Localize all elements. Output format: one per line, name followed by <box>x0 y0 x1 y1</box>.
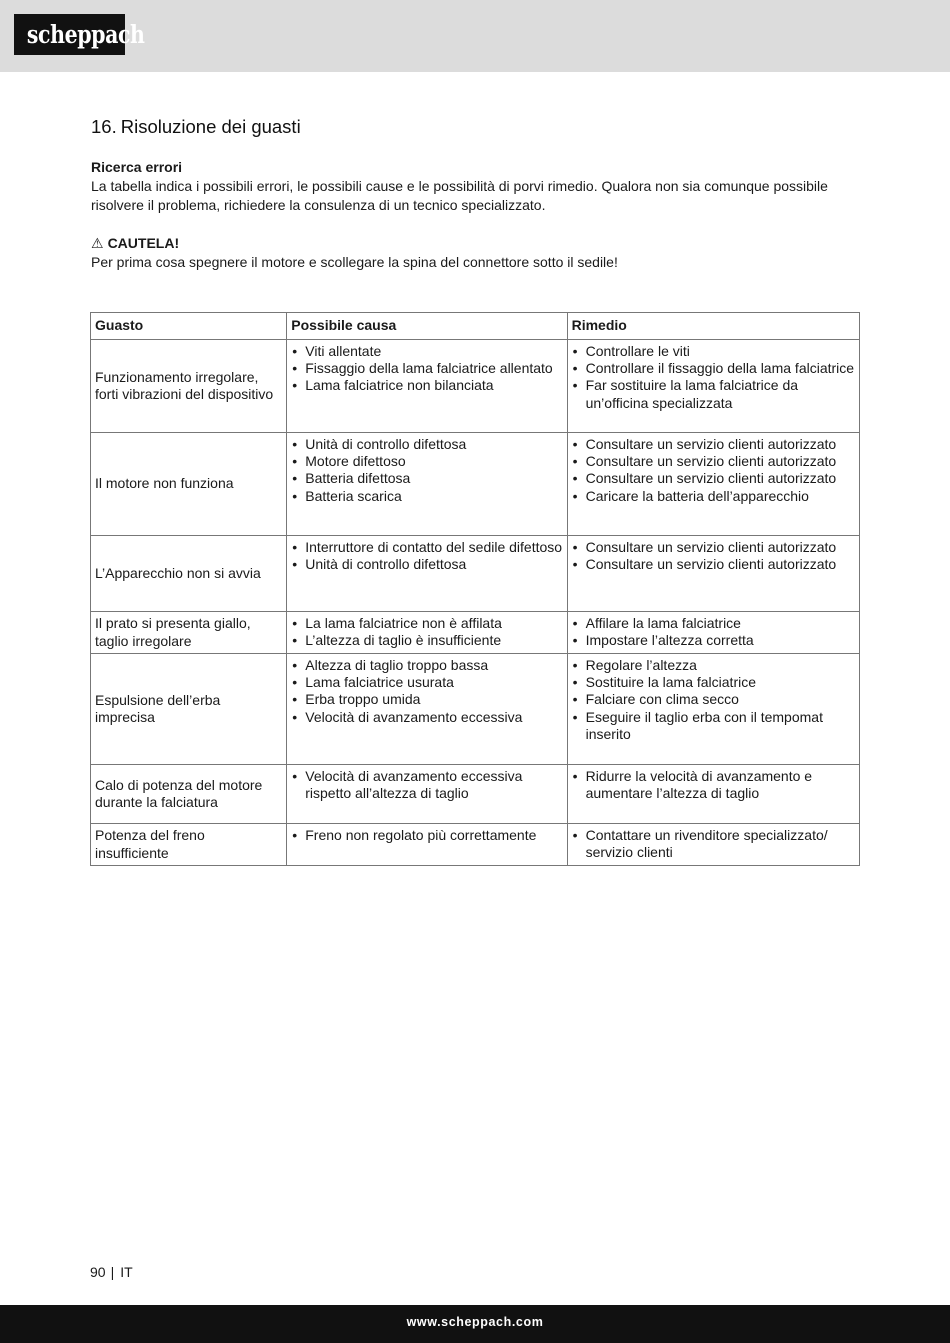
intro-heading: Ricerca errori <box>91 159 183 175</box>
remedy-item: • Far sostituire la lama falciatrice da un’officina specializzata <box>572 377 855 411</box>
caution-text: Per prima cosa spegnere il motore e scollegare la spina del connettore sotto il sedile! <box>91 254 618 270</box>
cause-item: • Altezza di taglio troppo bassa <box>291 657 562 674</box>
cause-item: • Velocità di avanzamento eccessiva <box>291 709 562 726</box>
table-row <box>91 340 860 433</box>
cause-item: • Fissaggio della lama falciatrice allentato <box>291 360 562 377</box>
cause-cell-list <box>291 615 562 649</box>
cause-cell <box>287 536 567 612</box>
cause-cell-list <box>291 768 562 802</box>
fault-cell: Funzionamento irregolare, forti vibrazioni del dispositivo <box>91 340 287 433</box>
remedy-cell <box>567 536 859 612</box>
cause-cell <box>287 765 567 824</box>
table-body <box>91 340 860 866</box>
cause-cell-list <box>291 657 562 726</box>
remedy-cell-list <box>572 343 855 412</box>
remedy-cell-list <box>572 657 855 743</box>
cause-cell <box>287 612 567 654</box>
remedy-cell-list <box>572 539 855 573</box>
remedy-item: • Regolare l’altezza <box>572 657 855 674</box>
cause-cell <box>287 340 567 433</box>
cause-item: • Erba troppo umida <box>291 691 562 708</box>
table-row <box>91 612 860 654</box>
cause-item: • Freno non regolato più correttamente <box>291 827 562 844</box>
remedy-item: • Consultare un servizio clienti autorizzato <box>572 556 855 573</box>
remedy-item: • Affilare la lama falciatrice <box>572 615 855 632</box>
intro-text: La tabella indica i possibili errori, le possibili cause e le possibilità di porvi rimedio. Qualora non sia comunque possibile risolvere il problema, richiedere la consulenza di un tecnico specializzato. <box>91 178 828 213</box>
cause-item: • La lama falciatrice non è affilata <box>291 615 562 632</box>
cause-cell-list <box>291 827 562 844</box>
cause-cell <box>287 433 567 536</box>
cause-item: • Unità di controllo difettosa <box>291 436 562 453</box>
page-language: IT <box>120 1264 133 1280</box>
column-header-remedy: Rimedio <box>567 313 859 340</box>
page-footer-bar <box>0 1305 950 1343</box>
remedy-item: • Contattare un rivenditore specializzato/ servizio clienti <box>572 827 855 861</box>
remedy-item: • Controllare le viti <box>572 343 855 360</box>
remedy-cell-list <box>572 827 855 861</box>
remedy-cell-list <box>572 615 855 649</box>
remedy-item: • Impostare l’altezza corretta <box>572 632 855 649</box>
remedy-cell <box>567 765 859 824</box>
cause-item: • Viti allentate <box>291 343 562 360</box>
section-title-text: Risoluzione dei guasti <box>120 116 301 137</box>
footer-url: www.scheppach.com <box>406 1315 544 1329</box>
fault-cell: Il motore non funziona <box>91 433 287 536</box>
cause-cell <box>287 824 567 866</box>
section-title <box>91 116 301 138</box>
cause-item: • Velocità di avanzamento eccessiva rispetto all’altezza di taglio <box>291 768 562 802</box>
remedy-item: • Ridurre la velocità di avanzamento e aumentare l’altezza di taglio <box>572 768 855 802</box>
remedy-item: • Consultare un servizio clienti autorizzato <box>572 539 855 556</box>
section-number: 16. <box>91 116 117 137</box>
cause-item: • Lama falciatrice non bilanciata <box>291 377 562 394</box>
cause-item: • Interruttore di contatto del sedile difettoso <box>291 539 562 556</box>
remedy-cell-list <box>572 436 855 505</box>
cause-item: • Lama falciatrice usurata <box>291 674 562 691</box>
remedy-item: • Sostituire la lama falciatrice <box>572 674 855 691</box>
cause-cell-list <box>291 343 562 395</box>
table-header-row <box>91 313 860 340</box>
cause-item: • Unità di controllo difettosa <box>291 556 562 573</box>
cause-item: • Motore difettoso <box>291 453 562 470</box>
remedy-cell <box>567 340 859 433</box>
cause-cell-list <box>291 436 562 505</box>
troubleshooting-table <box>90 312 860 866</box>
column-header-cause: Possibile causa <box>287 313 567 340</box>
remedy-item: • Consultare un servizio clienti autorizzato <box>572 470 855 487</box>
cause-cell-list <box>291 539 562 573</box>
warning-triangle-icon: ⚠ <box>91 235 104 251</box>
fault-cell: L’Apparecchio non si avvia <box>91 536 287 612</box>
caution-heading <box>91 235 179 252</box>
page-header <box>0 0 950 72</box>
table-row <box>91 824 860 866</box>
remedy-item: • Consultare un servizio clienti autorizzato <box>572 436 855 453</box>
table-row <box>91 654 860 765</box>
fault-cell: Potenza del freno insufficiente <box>91 824 287 866</box>
remedy-cell <box>567 824 859 866</box>
remedy-cell <box>567 612 859 654</box>
remedy-item: • Consultare un servizio clienti autorizzato <box>572 453 855 470</box>
fault-cell: Espulsione dell’erba imprecisa <box>91 654 287 765</box>
brand-logo: scheppach <box>14 14 125 55</box>
fault-cell: Il prato si presenta giallo, taglio irregolare <box>91 612 287 654</box>
remedy-item: • Eseguire il taglio erba con il tempomat inserito <box>572 709 855 743</box>
cause-item: • Batteria scarica <box>291 488 562 505</box>
page-number-footer <box>90 1264 133 1280</box>
remedy-item: • Caricare la batteria dell’apparecchio <box>572 488 855 505</box>
remedy-cell <box>567 433 859 536</box>
remedy-item: • Controllare il fissaggio della lama falciatrice <box>572 360 855 377</box>
fault-cell: Calo di potenza del motore durante la falciatura <box>91 765 287 824</box>
cause-item: • L’altezza di taglio è insufficiente <box>291 632 562 649</box>
remedy-item: • Falciare con clima secco <box>572 691 855 708</box>
column-header-guasto: Guasto <box>91 313 287 340</box>
remedy-cell <box>567 654 859 765</box>
cause-cell <box>287 654 567 765</box>
table-row <box>91 765 860 824</box>
table-row <box>91 536 860 612</box>
page-number: 90 <box>90 1264 106 1280</box>
page-separator: | <box>110 1264 115 1280</box>
caution-heading-text: CAUTELA! <box>107 235 180 251</box>
table-row <box>91 433 860 536</box>
cause-item: • Batteria difettosa <box>291 470 562 487</box>
remedy-cell-list <box>572 768 855 802</box>
